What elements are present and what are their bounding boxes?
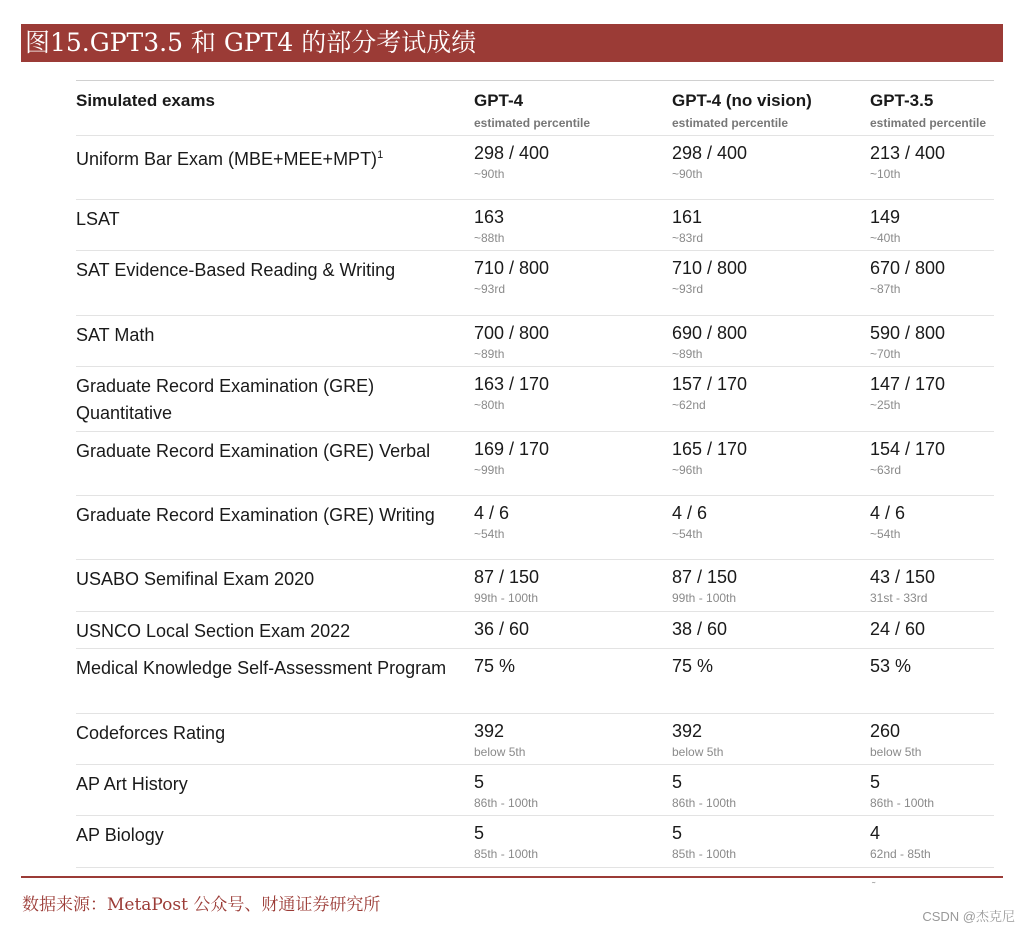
- score-value: 392: [672, 721, 703, 741]
- percentile-value: ~83rd: [672, 231, 704, 245]
- percentile-value: ~10th: [870, 167, 901, 181]
- exam-cell: [76, 367, 474, 432]
- percentile-value: 85th - 100th: [474, 847, 539, 861]
- percentile-value: 31st - 33rd: [870, 591, 928, 605]
- percentile-value: 86th - 100th: [672, 796, 737, 810]
- score-cell: [870, 816, 994, 868]
- percentile-value: ~54th: [870, 527, 901, 541]
- exam-cell: [76, 251, 474, 316]
- percentile-value: ~54th: [672, 527, 703, 541]
- score-cell: [870, 560, 994, 612]
- percentile-value: 86th - 100th: [870, 796, 935, 810]
- exam-cell: [76, 560, 474, 612]
- exam-name: Medical Knowledge Self-Assessment Program: [76, 658, 447, 678]
- score-cell: [672, 496, 870, 560]
- table-row: [76, 714, 994, 765]
- exam-name: SAT Evidence-Based Reading & Writing: [76, 260, 396, 280]
- percentile-value: ~40th: [870, 231, 901, 245]
- table-row: [76, 432, 994, 496]
- score-value: 710 / 800: [474, 258, 550, 278]
- score-cell: [672, 765, 870, 816]
- header-model-name: GPT-3.5: [870, 91, 934, 110]
- score-value: 157 / 170: [672, 374, 748, 394]
- table-row: [76, 649, 994, 714]
- score-cell: [474, 200, 672, 251]
- score-cell: [870, 496, 994, 560]
- percentile-value: ~54th: [474, 527, 505, 541]
- percentile-value: ~87th: [870, 282, 901, 296]
- score-cell: [474, 612, 672, 649]
- exam-cell: [76, 136, 474, 200]
- score-value: 154 / 170: [870, 439, 946, 459]
- score-value: 87 / 150: [474, 567, 540, 587]
- score-value: 38 / 60: [672, 619, 728, 639]
- exam-name: Graduate Record Examination (GRE) Quantitative: [76, 376, 375, 423]
- header-model-name: GPT-4 (no vision): [672, 91, 812, 110]
- header-model-sub: estimated percentile: [672, 116, 789, 130]
- score-cell: [474, 649, 672, 714]
- score-cell: [870, 765, 994, 816]
- score-cell: [474, 765, 672, 816]
- exam-table-container: [76, 81, 994, 876]
- score-value: 392: [474, 721, 505, 741]
- percentile-value: ~89th: [672, 347, 703, 361]
- percentile-value: ~89th: [474, 347, 505, 361]
- header-model-sub: estimated percentile: [870, 116, 987, 130]
- score-cell: [870, 136, 994, 200]
- score-value: 4 / 6: [474, 503, 510, 523]
- score-cell: [474, 136, 672, 200]
- score-value: 710 / 800: [672, 258, 748, 278]
- score-value: 5: [672, 772, 683, 792]
- footnote-marker: 1: [377, 149, 384, 161]
- score-value: 53 %: [870, 656, 912, 676]
- exam-cell: [76, 714, 474, 765]
- score-value: 163: [474, 207, 505, 227]
- score-cell: [672, 612, 870, 649]
- percentile-value: below 5th: [672, 745, 724, 759]
- table-row: [76, 612, 994, 649]
- score-cell: [870, 251, 994, 316]
- table-row: [76, 251, 994, 316]
- score-cell: [672, 200, 870, 251]
- header-model-sub: estimated percentile: [474, 116, 591, 130]
- cropped-glyph: ˜: [872, 881, 876, 892]
- header-exam-label: Simulated exams: [76, 91, 215, 110]
- exam-name: USNCO Local Section Exam 2022: [76, 621, 351, 641]
- percentile-value: ~93rd: [474, 282, 506, 296]
- exam-cell: [76, 432, 474, 496]
- header-model-name: GPT-4: [474, 91, 524, 110]
- score-cell: [672, 560, 870, 612]
- score-value: 260: [870, 721, 901, 741]
- exam-name: USABO Semifinal Exam 2020: [76, 569, 315, 589]
- score-cell: [474, 816, 672, 868]
- percentile-value: ~93rd: [672, 282, 704, 296]
- score-cell: [672, 367, 870, 432]
- score-cell: [672, 649, 870, 714]
- exam-name: SAT Math: [76, 325, 155, 345]
- percentile-value: ~25th: [870, 398, 901, 412]
- score-cell: [870, 649, 994, 714]
- table-row: [76, 765, 994, 816]
- table-row: [76, 136, 994, 200]
- score-cell: [672, 316, 870, 367]
- percentile-value: ~88th: [474, 231, 505, 245]
- table-row: [76, 316, 994, 367]
- score-cell: [672, 816, 870, 868]
- score-value: 87 / 150: [672, 567, 738, 587]
- exam-cell: [76, 316, 474, 367]
- table-row: [76, 367, 994, 432]
- score-cell: [474, 432, 672, 496]
- percentile-value: 85th - 100th: [672, 847, 737, 861]
- header-exam-cell: [76, 81, 474, 136]
- score-value: 75 %: [672, 656, 714, 676]
- percentile-value: 86th - 100th: [474, 796, 539, 810]
- exam-cell: [76, 816, 474, 868]
- percentile-value: ~99th: [474, 463, 505, 477]
- score-cell: [870, 612, 994, 649]
- percentile-value: ~90th: [474, 167, 505, 181]
- exam-name: Uniform Bar Exam $(MBE+MEE+MPT)^1$: [76, 149, 384, 169]
- score-value: 5: [474, 772, 485, 792]
- score-value: 4 / 6: [672, 503, 708, 523]
- score-value: 5: [474, 823, 485, 843]
- table-row: [76, 200, 994, 251]
- header-model-cell: [870, 81, 994, 136]
- percentile-value: ~62nd: [672, 398, 706, 412]
- score-cell: [672, 136, 870, 200]
- score-value: 298 / 400: [672, 143, 748, 163]
- table-row: [76, 496, 994, 560]
- percentile-value: ~96th: [672, 463, 703, 477]
- score-value: 161: [672, 207, 703, 227]
- percentile-value: ~80th: [474, 398, 505, 412]
- score-cell: [870, 367, 994, 432]
- exam-cell: [76, 649, 474, 714]
- header-model-cell: [672, 81, 870, 136]
- score-value: 75 %: [474, 656, 516, 676]
- score-value: 24 / 60: [870, 619, 926, 639]
- percentile-value: below 5th: [870, 745, 922, 759]
- score-cell: [870, 200, 994, 251]
- score-value: 149: [870, 207, 901, 227]
- figure-title: 图15.GPT3.5 和 GPT4 的部分考试成绩: [21, 24, 1003, 62]
- percentile-value: 99th - 100th: [672, 591, 737, 605]
- table-row: [76, 560, 994, 612]
- score-cell: [474, 367, 672, 432]
- score-cell: [474, 496, 672, 560]
- score-value: 4 / 6: [870, 503, 906, 523]
- header-model-cell: [474, 81, 672, 136]
- score-value: 169 / 170: [474, 439, 550, 459]
- score-value: 163 / 170: [474, 374, 550, 394]
- score-value: 590 / 800: [870, 323, 946, 343]
- score-cell: [474, 316, 672, 367]
- percentile-value: below 5th: [474, 745, 526, 759]
- score-cell: [672, 714, 870, 765]
- score-value: 36 / 60: [474, 619, 530, 639]
- exam-cell: [76, 496, 474, 560]
- exam-name: Graduate Record Examination (GRE) Writing: [76, 505, 435, 525]
- score-cell: [870, 714, 994, 765]
- score-cell: [870, 432, 994, 496]
- score-value: 298 / 400: [474, 143, 550, 163]
- percentile-value: 99th - 100th: [474, 591, 539, 605]
- exam-name: Graduate Record Examination (GRE) Verbal: [76, 441, 431, 461]
- table-header-row: [76, 81, 994, 136]
- exam-cell: [76, 200, 474, 251]
- exam-name: LSAT: [76, 209, 120, 229]
- score-cell: [870, 316, 994, 367]
- score-value: 43 / 150: [870, 567, 936, 587]
- exam-name: Codeforces Rating: [76, 723, 226, 743]
- score-cell: [474, 560, 672, 612]
- score-cell: [474, 714, 672, 765]
- watermark: CSDN @杰克尼: [922, 909, 1015, 924]
- table-row: [76, 816, 994, 868]
- score-value: 5: [870, 772, 881, 792]
- exam-cell: [76, 612, 474, 649]
- score-value: 5: [672, 823, 683, 843]
- exam-name: AP Biology: [76, 825, 164, 845]
- score-value: 670 / 800: [870, 258, 946, 278]
- percentile-value: 62nd - 85th: [870, 847, 931, 861]
- exam-cell: [76, 765, 474, 816]
- percentile-value: ~90th: [672, 167, 703, 181]
- percentile-value: ~70th: [870, 347, 901, 361]
- score-value: 165 / 170: [672, 439, 748, 459]
- exam-name: AP Art History: [76, 774, 188, 794]
- score-value: 213 / 400: [870, 143, 946, 163]
- score-cell: [672, 251, 870, 316]
- score-value: 4: [870, 823, 881, 843]
- score-value: 700 / 800: [474, 323, 550, 343]
- exam-results-table: [76, 81, 994, 868]
- score-value: 147 / 170: [870, 374, 946, 394]
- source-note: 数据来源：MetaPost 公众号、财通证券研究所: [22, 895, 381, 915]
- score-cell: [672, 432, 870, 496]
- bottom-divider: [21, 876, 1003, 878]
- percentile-value: ~63rd: [870, 463, 902, 477]
- score-value: 690 / 800: [672, 323, 748, 343]
- score-cell: [474, 251, 672, 316]
